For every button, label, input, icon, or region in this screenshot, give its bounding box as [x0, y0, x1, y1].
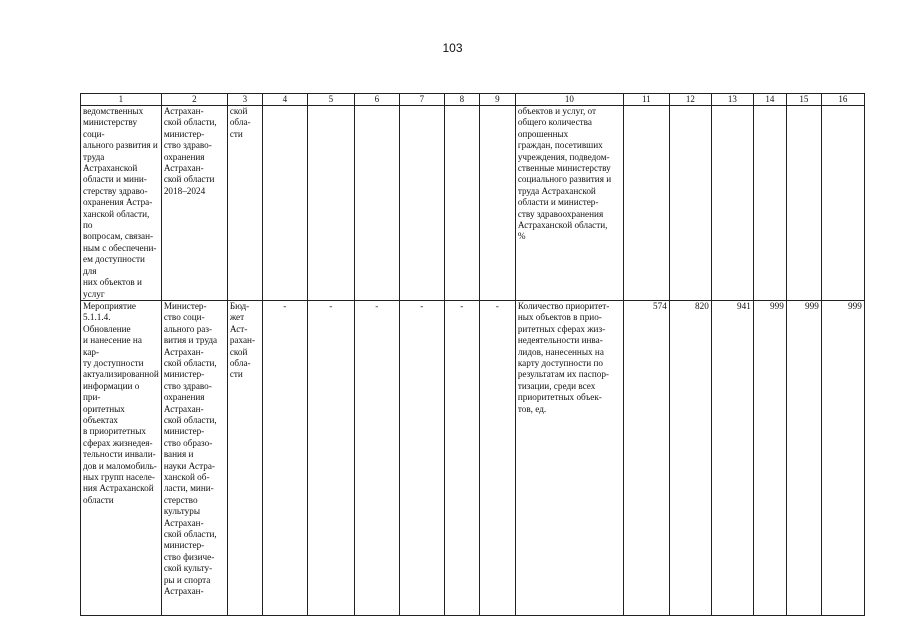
header-cell-7: 7 — [399, 94, 444, 106]
cell-value: 941 — [711, 300, 753, 615]
cell-measure-continued: ведомственных министерству соци- ального развития и труда Астраханской области и мини- стерству здраво- охранения Астра- ханской области, по вопросам, связан- ным с обеспечени- ем доступности для них объектов и услуг — [81, 106, 162, 301]
header-row — [81, 94, 865, 106]
cell-empty — [711, 106, 753, 301]
header-cell-11: 11 — [623, 94, 669, 106]
table-row — [81, 106, 865, 301]
header-cell-8: 8 — [444, 94, 479, 106]
program-table — [80, 93, 865, 616]
header-cell-15: 15 — [786, 94, 821, 106]
header-cell-9: 9 — [479, 94, 515, 106]
cell-funding-source: Бюд- жет Аст- рахан- ской обла- сти — [227, 300, 262, 615]
header-cell-13: 13 — [711, 94, 753, 106]
cell-empty — [307, 106, 354, 301]
header-cell-16: 16 — [821, 94, 864, 106]
cell-empty — [354, 106, 399, 301]
header-cell-6: 6 — [354, 94, 399, 106]
header-cell-14: 14 — [753, 94, 786, 106]
cell-indicator-continued: объектов и услуг, от общего количества опрошенных граждан, посетивших учреждения, подведом- ственные министерству социального развития и труда Астраханской области и министер- ству здравоохранения Астраханской области, % — [515, 106, 623, 301]
cell-value: 999 — [821, 300, 864, 615]
table-row — [81, 300, 865, 615]
cell-value: 820 — [669, 300, 711, 615]
cell-dash: - — [444, 300, 479, 615]
cell-empty — [479, 106, 515, 301]
header-cell-5: 5 — [307, 94, 354, 106]
header-cell-10: 10 — [515, 94, 623, 106]
cell-value: 999 — [786, 300, 821, 615]
header-cell-1: 1 — [81, 94, 162, 106]
cell-empty — [444, 106, 479, 301]
cell-source-continued: ской обла- сти — [227, 106, 262, 301]
cell-empty — [262, 106, 307, 301]
cell-measure: Мероприятие 5.1.1.4. Обновление и нанесение на кар- ту доступности актуализированной информации о при- оритетных объектах в приоритетных сферах жизнедея- тельности инвали- дов и маломобиль- ных групп населе- ния Астраханской области — [81, 300, 162, 615]
header-cell-4: 4 — [262, 94, 307, 106]
cell-dash: - — [399, 300, 444, 615]
header-cell-12: 12 — [669, 94, 711, 106]
cell-dash: - — [354, 300, 399, 615]
cell-empty — [821, 106, 864, 301]
header-cell-3: 3 — [227, 94, 262, 106]
page-number: 103 — [442, 41, 463, 55]
cell-executor-continued: Астрахан- ской области, министер- ство здраво- охранения Астрахан- ской области 2018–2024 — [161, 106, 227, 301]
cell-empty — [399, 106, 444, 301]
cell-empty — [786, 106, 821, 301]
cell-value: 574 — [623, 300, 669, 615]
cell-empty — [753, 106, 786, 301]
header-cell-2: 2 — [161, 94, 227, 106]
cell-value: 999 — [753, 300, 786, 615]
cell-empty — [669, 106, 711, 301]
cell-dash: - — [262, 300, 307, 615]
cell-empty — [623, 106, 669, 301]
cell-dash: - — [307, 300, 354, 615]
cell-executor: Министер- ство соци- ального раз- вития и труда Астрахан- ской области, министер- ство здраво- охранения Астрахан- ской области, министер- ство образо- вания и науки Астра- ханской об- ласти, мини- стерство культуры Астрахан- ской области, министер- ство физиче- ской культу- ры и спорта Астрахан- — [161, 300, 227, 615]
cell-indicator: Количество приоритет- ных объектов в прио- ритетных сферах жиз- недеятельности инва- лидов, нанесенных на карту доступности по результатам их паспор- тизации, среди всех приоритетных объек- тов, ед. — [515, 300, 623, 615]
cell-dash: - — [479, 300, 515, 615]
